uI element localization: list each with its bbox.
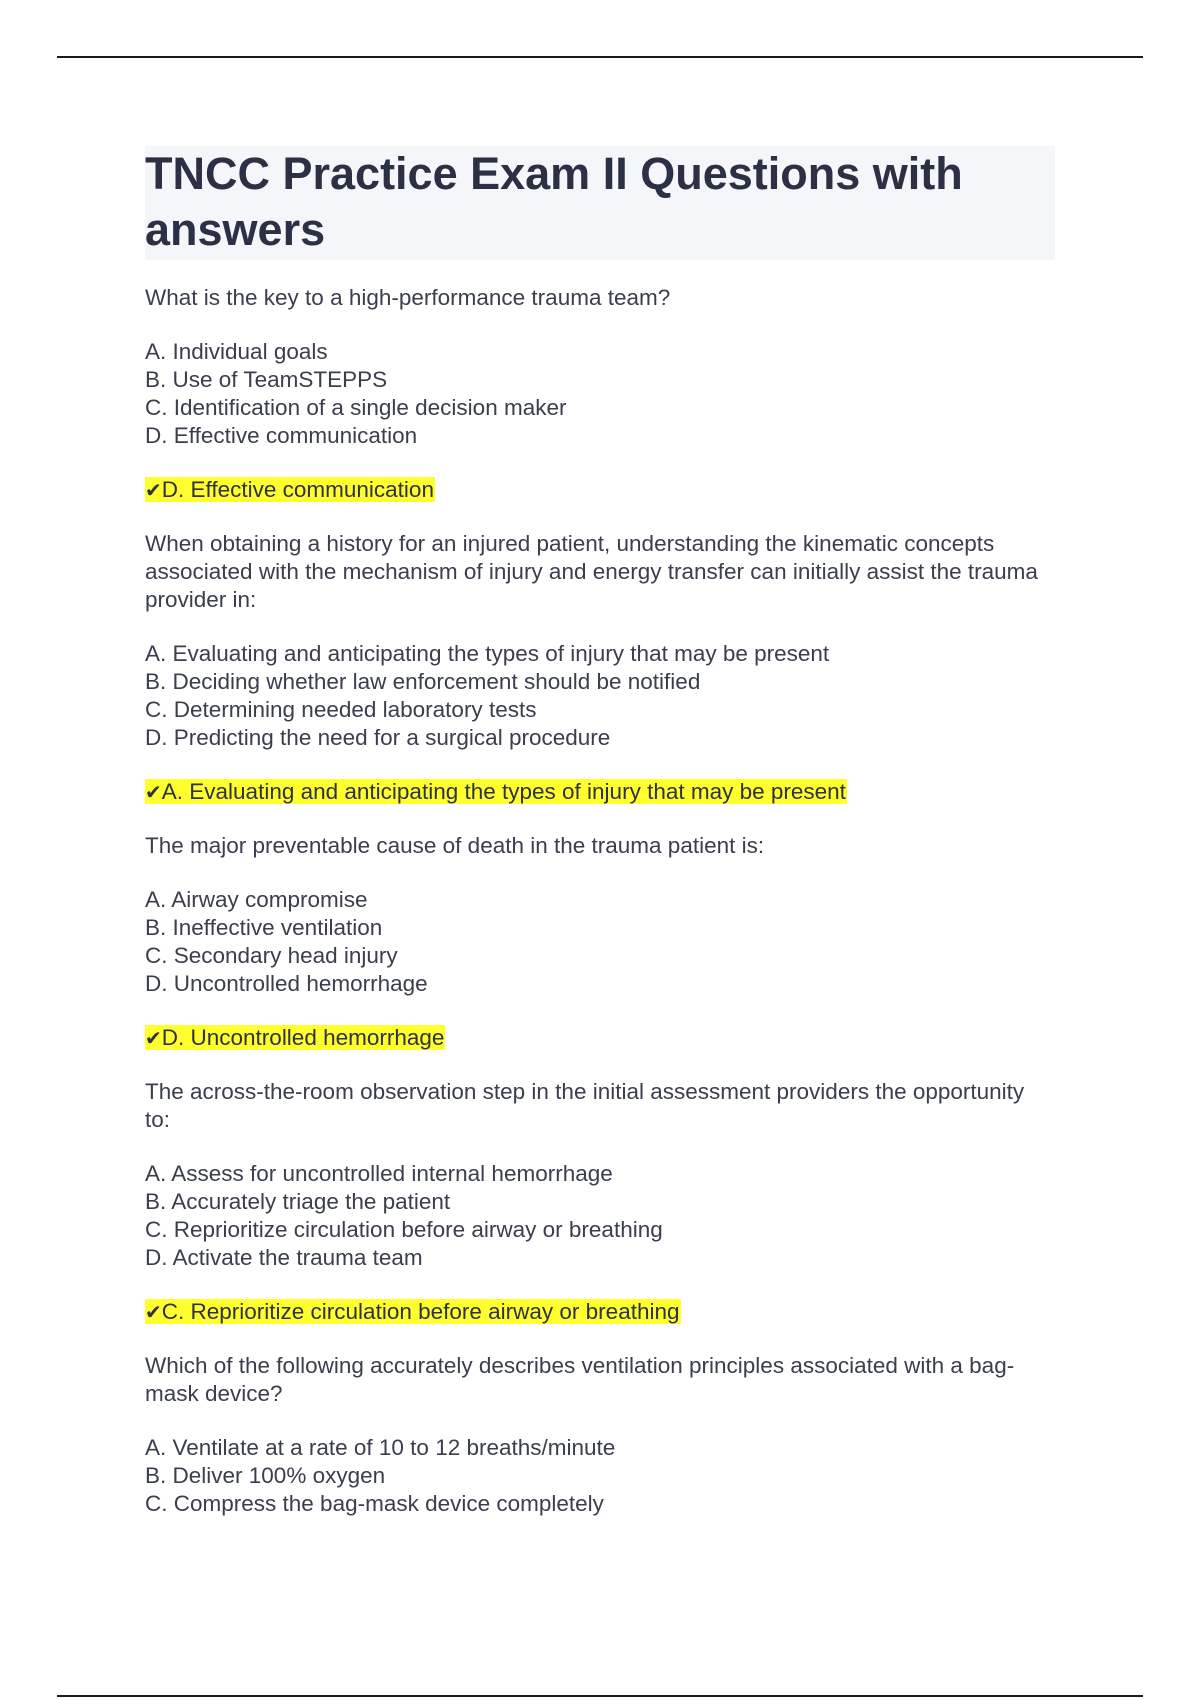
options-list: [145, 1160, 1055, 1272]
title-block: [145, 146, 1055, 260]
answer-line: [145, 476, 1055, 504]
check-icon: ✔: [145, 1026, 162, 1050]
options-list: [145, 640, 1055, 752]
option-a: A. Ventilate at a rate of 10 to 12 breaths/minute: [145, 1435, 616, 1460]
question-block: [145, 1352, 1055, 1518]
question-text: When obtaining a history for an injured patient, understanding the kinematic concepts associated with the mechanism of injury and energy transfer can initially assist the trauma provider in:: [145, 531, 1038, 612]
question-text: Which of the following accurately describes ventilation principles associated with a bag-mask device?: [145, 1353, 1015, 1406]
answer-line: [145, 1024, 1055, 1052]
question-block: [145, 530, 1055, 806]
option-b: B. Accurately triage the patient: [145, 1189, 451, 1214]
question-block: [145, 284, 1055, 504]
option-c: C. Secondary head injury: [145, 943, 398, 968]
answer-text: D. Effective communication: [161, 477, 434, 502]
check-icon: ✔: [145, 1300, 162, 1324]
options-list: [145, 338, 1055, 450]
page-top-rule: [57, 56, 1143, 58]
option-c: C. Reprioritize circulation before airway or breathing: [145, 1217, 663, 1242]
question-text: The across-the-room observation step in the initial assessment providers the opportunity to:: [145, 1079, 1025, 1132]
check-icon: ✔: [145, 478, 162, 502]
option-a: A. Individual goals: [145, 339, 328, 364]
answer-text: D. Uncontrolled hemorrhage: [161, 1025, 445, 1050]
question-block: [145, 832, 1055, 1052]
option-c: C. Compress the bag-mask device completely: [145, 1491, 604, 1516]
option-a: A. Evaluating and anticipating the types of injury that may be present: [145, 641, 830, 666]
answer-line: [145, 1298, 1055, 1326]
answer-text: A. Evaluating and anticipating the types of injury that may be present: [161, 779, 846, 804]
answer-highlight: [145, 1299, 681, 1324]
option-b: B. Deciding whether law enforcement should be notified: [145, 669, 701, 694]
document-content: [145, 146, 1055, 1518]
page-bottom-rule: [57, 1695, 1143, 1697]
option-b: B. Ineffective ventilation: [145, 915, 383, 940]
option-a: A. Assess for uncontrolled internal hemorrhage: [145, 1161, 613, 1186]
option-b: B. Use of TeamSTEPPS: [145, 367, 388, 392]
options-list: [145, 1434, 1055, 1518]
check-icon: ✔: [145, 780, 162, 804]
answer-line: [145, 778, 1055, 806]
option-d: D. Effective communication: [145, 423, 418, 448]
option-d: D. Activate the trauma team: [145, 1245, 423, 1270]
question-block: [145, 1078, 1055, 1326]
option-b: B. Deliver 100% oxygen: [145, 1463, 386, 1488]
question-text: The major preventable cause of death in the trauma patient is:: [145, 833, 765, 858]
answer-highlight: [145, 1025, 445, 1050]
question-text: What is the key to a high-performance trauma team?: [145, 285, 671, 310]
answer-highlight: [145, 477, 435, 502]
option-d: D. Predicting the need for a surgical procedure: [145, 725, 611, 750]
option-a: A. Airway compromise: [145, 887, 368, 912]
option-c: C. Determining needed laboratory tests: [145, 697, 537, 722]
option-d: D. Uncontrolled hemorrhage: [145, 971, 428, 996]
document-title: TNCC Practice Exam II Questions with answers: [145, 148, 963, 255]
answer-highlight: [145, 779, 847, 804]
answer-text: C. Reprioritize circulation before airway or breathing: [161, 1299, 680, 1324]
options-list: [145, 886, 1055, 998]
option-c: C. Identification of a single decision maker: [145, 395, 567, 420]
